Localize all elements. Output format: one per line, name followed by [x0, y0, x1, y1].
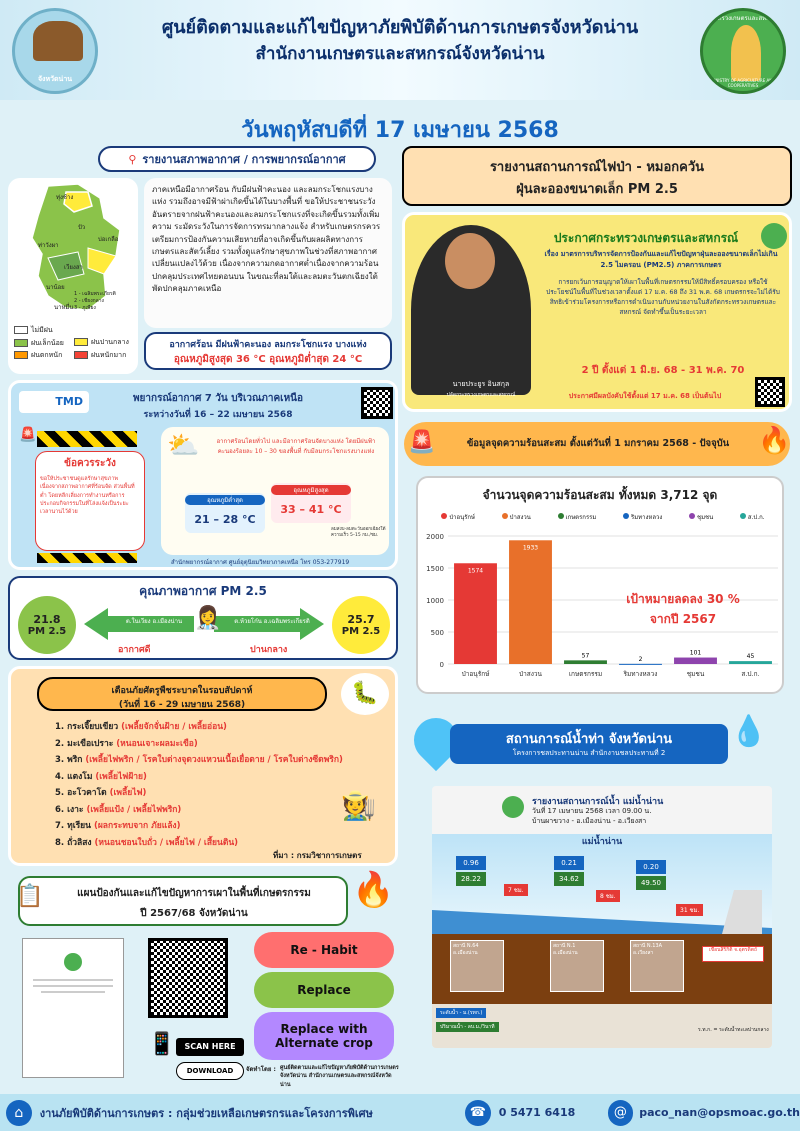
pest-crop: 7. ทุเรียน [55, 821, 94, 832]
bar [619, 664, 662, 665]
re-habit-button[interactable]: Re - Habit [254, 932, 394, 968]
pest-crop: 1. กระเจี๊ยบเขียว [55, 722, 122, 732]
x-tick-label: ส.ป.ก. [741, 670, 760, 678]
y-tick-label: 500 [430, 629, 444, 637]
hotspot-chart [416, 476, 784, 694]
pest-detail: (ผลกระทบจาก ภัยแล้ง) [93, 821, 181, 832]
x-tick-label: ป่าสงวน [518, 670, 543, 678]
pest-source: ที่มา : กรมวิชาการเกษตร [273, 851, 362, 860]
burn-plan-title-box [18, 876, 348, 926]
water-report [432, 786, 772, 1048]
ministry-seal [700, 8, 786, 94]
station2-card [550, 940, 604, 992]
report-date: วันพฤหัสบดีที่ 17 เมษายน 2568 [241, 118, 559, 143]
weather-temp: อุณหภูมิสูงสุด 36 °C อุณหภูมิต่ำสุด 24 °C [173, 354, 363, 365]
pm-title: คุณภาพอากาศ PM 2.5 [139, 584, 267, 598]
pest-detail: (หนอนเจาะผลมะเขือ) [116, 738, 198, 749]
forecast-range: ระหว่างวันที่ 16 – 22 เมษายน 2568 [143, 410, 293, 420]
tmin-box [185, 493, 265, 533]
legend-entry [502, 512, 531, 522]
water-report-time: วันที่ 17 เมษายน 2568 เวลา 09.00 น. [532, 807, 652, 815]
legend-entry [623, 512, 662, 522]
dam-label: เขื่อนสิริกิติ์ จ.อุตรดิตถ์ [702, 946, 764, 962]
pest-crop: 5. อะโวคาโด [55, 788, 110, 799]
fire-icon: 🔥 [352, 870, 395, 910]
pest-detail: (เพลี้ยไฟพริก / โรคใบด่างจุดวงแหวนเนื้อเยื่อตาย / โรคใบด่างซีดพริก) [85, 755, 343, 766]
legend-very-heavy: ฝนหนักมาก [91, 350, 127, 359]
legend-entry [740, 512, 765, 522]
footer-unit: งานภัยพิบัติด้านการเกษตร : กลุ่มช่วยเหลือเกษตรกรและโครงการพิเศษ [39, 1106, 373, 1120]
pest-item [55, 736, 355, 753]
legend-flow: ปริมาณน้ำ - ลบ.ม./วินาที [436, 1022, 499, 1032]
pm-moderate-value: 25.7 [347, 613, 375, 626]
station1-place: อ.เมืองน่าน [453, 950, 478, 956]
pest-title: เตือนภัยศัตรูพืชระบาดในรอบสัปดาห์ [111, 686, 253, 696]
pest-crop: 6. เงาะ [55, 804, 87, 815]
weather-body: ภาคเหนือมีอากาศร้อน กับมีฝนฟ้าคะนอง และลมกระโชกแรงบางแห่ง รวมถึงอาจมีฟ้าผ่าเกิดขึ้นได้ในบางพื้นที่ ขอให้ประชาชนระวังอันตรายจากฝนฟ้าคะนองและลมกระโชกแรงที่จะเกิดขึ้นรวมทั้งเพิ่มความ ระมัดระวังในการจัดการทรมากลางแจ้ง สำหรับเกษตรกรควรเตรียมการป้องกันความเสียหายที่อาจเกิดขึ้นกับผลผลิตทางการเกษตรและสัตว์เลี้ยง รวมทั้งดูแลรักษาสุขภาพในช่วงที่สภาพอากาศเปลี่ยนแปลงไว้ด้วย เนื่องจากความกดอากาศต่ำเนื่องจากความร้อนปกคลุมประเทศไทยตอนบน ในขณะที่ลมใต้และลมตะวันตกเฉียงใต้พัดปกคลุมภาคเหนือ [152, 185, 381, 294]
legend-entry [441, 512, 475, 522]
y-tick-label: 0 [439, 661, 444, 669]
y-tick-label: 1000 [426, 597, 444, 605]
flame-icon: 🔥 [758, 426, 791, 456]
pm-good-place: ต.ในเวียง อ.เมืองน่าน [125, 618, 183, 625]
burn-title1: แผนป้องกันและแก้ไขปัญหาการเผาในพื้นที่เกษตรกรรม [77, 888, 311, 899]
maker-text: ศูนย์ติดตามและแก้ไขปัญหาภัยพิบัติด้านการเกษตรจังหวัดน่าน สำนักงานเกษตรและสหกรณ์จังหวัดน่าน [280, 1065, 399, 1088]
tmax-value: 33 – 41 °C [280, 503, 342, 516]
people-with-masks-icon: 👩‍⚕️ [194, 606, 222, 631]
wind-note: ลมสงบ-ลมตะวันออกเฉียงใต้ ความเร็ว 5–15 กม./ชม. [331, 527, 386, 539]
pm-moderate-place: ต.ห้วยโก๋น อ.เฉลิมพระเกียรติ [234, 618, 310, 625]
tmax-box [271, 483, 351, 523]
pm-good-label: อากาศดี [118, 645, 151, 655]
warning-stripe [37, 431, 137, 447]
weather-alert: อากาศร้อน มีฝนฟ้าคะนอง ลมกระโชกแรง บางแห่ง [169, 340, 367, 350]
map-legend-2 [74, 336, 129, 361]
bar-value-label: 45 [746, 653, 755, 661]
map-label: ทุ่งช้าง [56, 194, 74, 201]
weather-title-text: รายงานสภาพอากาศ / การพยากรณ์อากาศ [142, 153, 346, 166]
header-title: ศูนย์ติดตามและแก้ไขปัญหาภัยพิบัติด้านการเกษตรจังหวัดน่าน [161, 17, 639, 38]
legend-level: ระดับน้ำ - ม.(รทก.) [436, 1008, 486, 1018]
announcement-title: ประกาศกระทรวงเกษตรและสหกรณ์ [553, 231, 739, 245]
sun-cloud-icon: ⛅ [167, 431, 200, 461]
legend-entry [689, 512, 713, 522]
farmer-spraying-icon: 🧑‍🌾 [341, 789, 376, 822]
pm-moderate-unit: PM 2.5 [341, 626, 381, 637]
burn-title2: ปี 2567/68 จังหวัดน่าน [140, 908, 248, 919]
travel-arrow-1: 7 ชม. [504, 884, 528, 896]
pest-title-box [37, 677, 327, 711]
legend-medium: ฝนปานกลาง [91, 338, 129, 346]
burn-plan-document[interactable] [22, 938, 124, 1078]
station3-name: สถานี N.13A [633, 943, 663, 949]
ministry-seal-ring: MINISTRY OF AGRICULTURE AND COOPERATIVES [710, 78, 776, 88]
station1-level: 0.96 [456, 856, 486, 870]
pm-good-circle [18, 596, 76, 654]
x-tick-label: ป่าอนุรักษ์ [461, 670, 490, 678]
footer [0, 1094, 800, 1131]
x-tick-label: ริมทางหลวง [623, 670, 658, 678]
hotspot-banner [404, 422, 790, 466]
header-subtitle: สำนักงานเกษตรและสหกรณ์จังหวัดน่าน [255, 44, 545, 64]
travel-arrow-2: 8 ชม. [596, 890, 620, 902]
pest-detail: (เพลี้ยไฟ) [109, 788, 147, 799]
announcement-period: 2 ปี ตั้งแต่ 1 มิ.ย. 68 - 31 พ.ค. 70 [581, 365, 745, 376]
forecast-card [161, 427, 389, 555]
map-label: เวียงสา [64, 264, 83, 271]
pest-item [55, 719, 355, 736]
station1-flow: 28.22 [456, 872, 486, 886]
pest-item [55, 752, 355, 769]
phone-scan-icon: 📱 [148, 1032, 176, 1057]
pest-section [8, 666, 398, 866]
map-label: นาน้อย [46, 284, 65, 291]
legend-heavy: ฝนตกหนัก [31, 351, 63, 360]
province-seal-label: จังหวัดน่าน [37, 75, 73, 83]
rid-logo [502, 796, 524, 818]
legend-light: ฝนเล็กน้อย [31, 338, 64, 347]
download-button[interactable]: DOWNLOAD [176, 1062, 244, 1080]
pm-good-value: 21.8 [33, 613, 61, 626]
rain-map [8, 178, 138, 374]
x-tick-label: เกษตรกรรม [568, 670, 603, 678]
station2-level: 0.21 [554, 856, 584, 870]
warning-box [35, 451, 145, 551]
bar [564, 660, 607, 664]
footer-phone[interactable]: 0 5471 6418 [498, 1106, 576, 1119]
fire-haze-title-box [402, 146, 792, 206]
water-subtitle: โครงการชลประทานน่าน สำนักงานชลประทานที่ 2 [512, 749, 666, 757]
weather-text-box [144, 178, 392, 328]
legend-entry [558, 512, 597, 522]
hotspot-bar-chart [418, 524, 786, 694]
water-footer-note: ร.ท.ก. = ระดับน้ำทะเลปานกลาง [698, 1027, 769, 1033]
pm-moderate-label: ปานกลาง [250, 645, 288, 655]
checklist-icon: 📋 [16, 884, 44, 909]
station3-card [630, 940, 684, 992]
river-name: แม่น้ำน่าน [581, 837, 623, 847]
water-wheel-icon: 💧 [730, 714, 768, 749]
map-legend [14, 324, 64, 362]
map-label: ท่าวังผา [38, 242, 59, 249]
forecast-source: สำนักพยากรณ์อากาศ ศูนย์อุตุนิยมวิทยาภาคเหนือ โทร 053-277919 [171, 559, 350, 566]
bar [454, 563, 497, 664]
pest-item [55, 785, 355, 802]
announcement-subtitle: เรื่อง มาตรการบริหารจัดการป้องกันและแก้ไขปัญหาฝุ่นละอองขนาดเล็กไม่เกิน 2.5 ไมครอน (PM2.5) ภาคการเกษตร [544, 250, 778, 269]
pest-detail: (หนอนชอนใบถั่ว / เพลี้ยไฟ / เสี้ยนดิน) [94, 837, 239, 848]
map-label: นาหมื่น [54, 304, 74, 311]
chart-title: จำนวนจุดความร้อนสะสม ทั้งหมด 3,712 จุด [482, 488, 718, 502]
official-face [445, 233, 495, 289]
tmin-value: 21 – 28 °C [194, 513, 256, 526]
pest-detail: (เพลี้ยจักจั่นฝ้าย / เพลี้ยอ่อน) [121, 722, 227, 732]
legend-none: ไม่มีฝน [31, 326, 53, 334]
moac-announcement [402, 212, 792, 412]
bug-icon: 🐛 [341, 673, 389, 715]
maker-label: จัดทำโดย : [246, 1066, 276, 1073]
phone-icon: ☎ [465, 1100, 491, 1126]
station1-name: สถานี N.64 [453, 943, 479, 949]
legend-label: เกษตรกรรม [565, 514, 597, 521]
forecast-center-text: อากาศร้อนโดยทั่วไป และมีอากาศร้อนจัดบางแห่ง โดยมีฝนฟ้าคะนองร้อยละ 10 – 30 ของพื้นที่ กับมีลมกระโชกแรงบางแห่ง [216, 438, 376, 455]
forecast-title: พยากรณ์อากาศ 7 วัน บริเวณภาคเหนือ [132, 393, 304, 404]
tmax-label: อุณหภูมิสูงสุด [271, 485, 351, 495]
warning-stripe-bottom [37, 553, 137, 563]
replace-button[interactable]: Replace [254, 972, 394, 1008]
announcement-body: การยกเว้นการอนุญาตให้เผาในพื้นที่เกษตรกรรมให้มีสิทธิ์ครอบครอง หรือใช้ประโยชน์ในพื้นที่ในช่วงเวลาตั้งแต่ 17 ม.ค. 68 ถึง 31 พ.ค. 68 เกษตรกรจะไม่ได้รับสิทธิเข้าร่วมโครงการหรือการดำเนินงานกับหน่วยงานในสังกัดกระทรวงเกษตรและสหกรณ์ จัดทำขึ้นเป็นระยะเวลา [546, 278, 780, 317]
bar [509, 540, 552, 664]
legend-label: ส.ป.ก. [747, 514, 765, 521]
bar-value-label: 2 [638, 655, 643, 663]
pm-moderate-circle [332, 596, 390, 654]
legend-label: ริมทางหลวง [630, 514, 663, 521]
alarm-icon: 🚨 [408, 430, 436, 455]
pest-crop: 2. มะเขือเปราะ [55, 738, 117, 749]
target-line1: เป้าหมายลดลง 30 % [626, 592, 740, 606]
map-label: บ่อเกลือ [98, 236, 119, 243]
weather-section-title [98, 146, 376, 172]
email-icon: @ [608, 1100, 634, 1126]
hotspot-banner-text: ข้อมูลจุดความร้อนสะสม ตั้งแต่วันที่ 1 มกราคม 2568 - ปัจจุบัน [466, 438, 730, 449]
legend-label: ชุมชน [697, 514, 714, 521]
pest-crop: 4. แตงโม [55, 771, 96, 782]
travel-arrow-3: 31 ชม. [676, 904, 703, 916]
fire-title2: ฝุ่นละอองขนาดเล็ก PM 2.5 [516, 182, 678, 197]
official-name: นายประยูร อินสกุล [452, 380, 510, 388]
station2-name: สถานี N.1 [553, 943, 576, 949]
map-label: 3 - ภูเพียง [74, 305, 96, 311]
station3-flow: 49.50 [636, 876, 666, 890]
pest-item [55, 802, 355, 819]
map-label: ปัว [78, 224, 86, 231]
pest-range: (วันที่ 16 - 29 เมษายน 2568) [118, 700, 246, 710]
water-report-title: รายงานสถานการณ์น้ำ แม่น้ำน่าน [532, 797, 664, 807]
pest-crop: 8. ถั่วลิสง [55, 837, 95, 848]
fire-title1: รายงานสถานการณ์ไฟป่า - หมอกควัน [489, 160, 705, 175]
water-report-place: บ้านผาขวาง - อ.เมืองน่าน - อ.เวียงสา [532, 817, 647, 825]
replace-alternate-crop-button[interactable]: Replace with Alternate crop [254, 1012, 394, 1060]
legend-label: ป่าสงวน [509, 514, 531, 521]
legend-label: ป่าอนุรักษ์ [449, 514, 476, 521]
warning-body: ขอให้ประชาชนดูแลรักษาสุขภาพ เนื่องจากสภาพอากาศที่ร้อนจัด ส่วนพื้นที่ต่ำ โดยหลีกเลี่ยงการทำงานหรือการประกอบกิจกรรมในที่โล่งแจ้งเป็นระยะเวลานานไว้ด้วย [40, 476, 135, 515]
pm-good-unit: PM 2.5 [27, 626, 67, 637]
weather-alert-box [144, 332, 392, 370]
pest-detail: (เพลี้ยแป้ง / เพลี้ยไฟพริก) [86, 804, 182, 815]
bar-value-label: 101 [689, 649, 702, 657]
official-role: ปลัดกระทรวงเกษตรและสหกรณ์ [446, 392, 516, 398]
map-label: 2 - เชียงกลาง [74, 298, 104, 304]
scan-here-label: SCAN HERE [176, 1038, 244, 1056]
chart-legend [428, 512, 778, 522]
pest-item [55, 818, 355, 835]
location-pin-icon: ⚲ [128, 152, 137, 166]
bar-value-label: 1574 [467, 567, 484, 575]
bar-value-label: 57 [581, 652, 590, 660]
station3-place: อ.เวียงสา [633, 950, 654, 956]
forecast-qr-code[interactable] [361, 387, 393, 419]
station3-level: 0.20 [636, 860, 666, 874]
burn-plan-qr-code[interactable] [148, 938, 228, 1018]
tmin-label: อุณหภูมิต่ำสุด [185, 495, 265, 505]
forecast-7day [8, 380, 398, 570]
tmd-logo: TMD [19, 391, 89, 413]
water-title: สถานการณ์น้ำท่า จังหวัดน่าน [505, 732, 673, 747]
bar [674, 658, 717, 664]
pest-crop: 3. พริก [55, 755, 86, 766]
target-line2: จากปี 2567 [649, 612, 717, 626]
map-label: 1 - เฉลิมพระเกียรติ [74, 291, 116, 297]
header [0, 0, 800, 100]
siren-icon: 🚨 [19, 427, 37, 443]
warning-title: ข้อควรระวัง [64, 458, 116, 469]
province-seal [12, 8, 98, 94]
moac-logo-small [761, 223, 787, 249]
footer-email[interactable]: paco_nan@opsmoac.go.th [639, 1106, 800, 1119]
announcement-qr-code[interactable] [755, 377, 785, 407]
pm25-section [8, 576, 398, 660]
water-title-box [450, 724, 728, 764]
bar [729, 661, 772, 664]
ministry-seal-label: กระทรวงเกษตรและสหกรณ์ [707, 15, 779, 22]
home-icon: ⌂ [6, 1100, 32, 1126]
pest-list [55, 719, 355, 852]
station2-flow: 34.62 [554, 872, 584, 886]
station1-card [450, 940, 504, 992]
y-tick-label: 1500 [426, 565, 444, 573]
pest-item [55, 769, 355, 786]
x-tick-label: ชุมชน [686, 670, 705, 678]
pest-detail: (เพลี้ยไฟฝ้าย) [95, 771, 147, 782]
station2-place: อ.เมืองน่าน [553, 950, 578, 956]
y-tick-label: 2000 [426, 533, 444, 541]
bar-value-label: 1933 [522, 544, 539, 552]
announcement-effect: ประกาศมีผลบังคับใช้ตั้งแต่ 17 ม.ค. 68 เป็นต้นไป [568, 392, 722, 400]
